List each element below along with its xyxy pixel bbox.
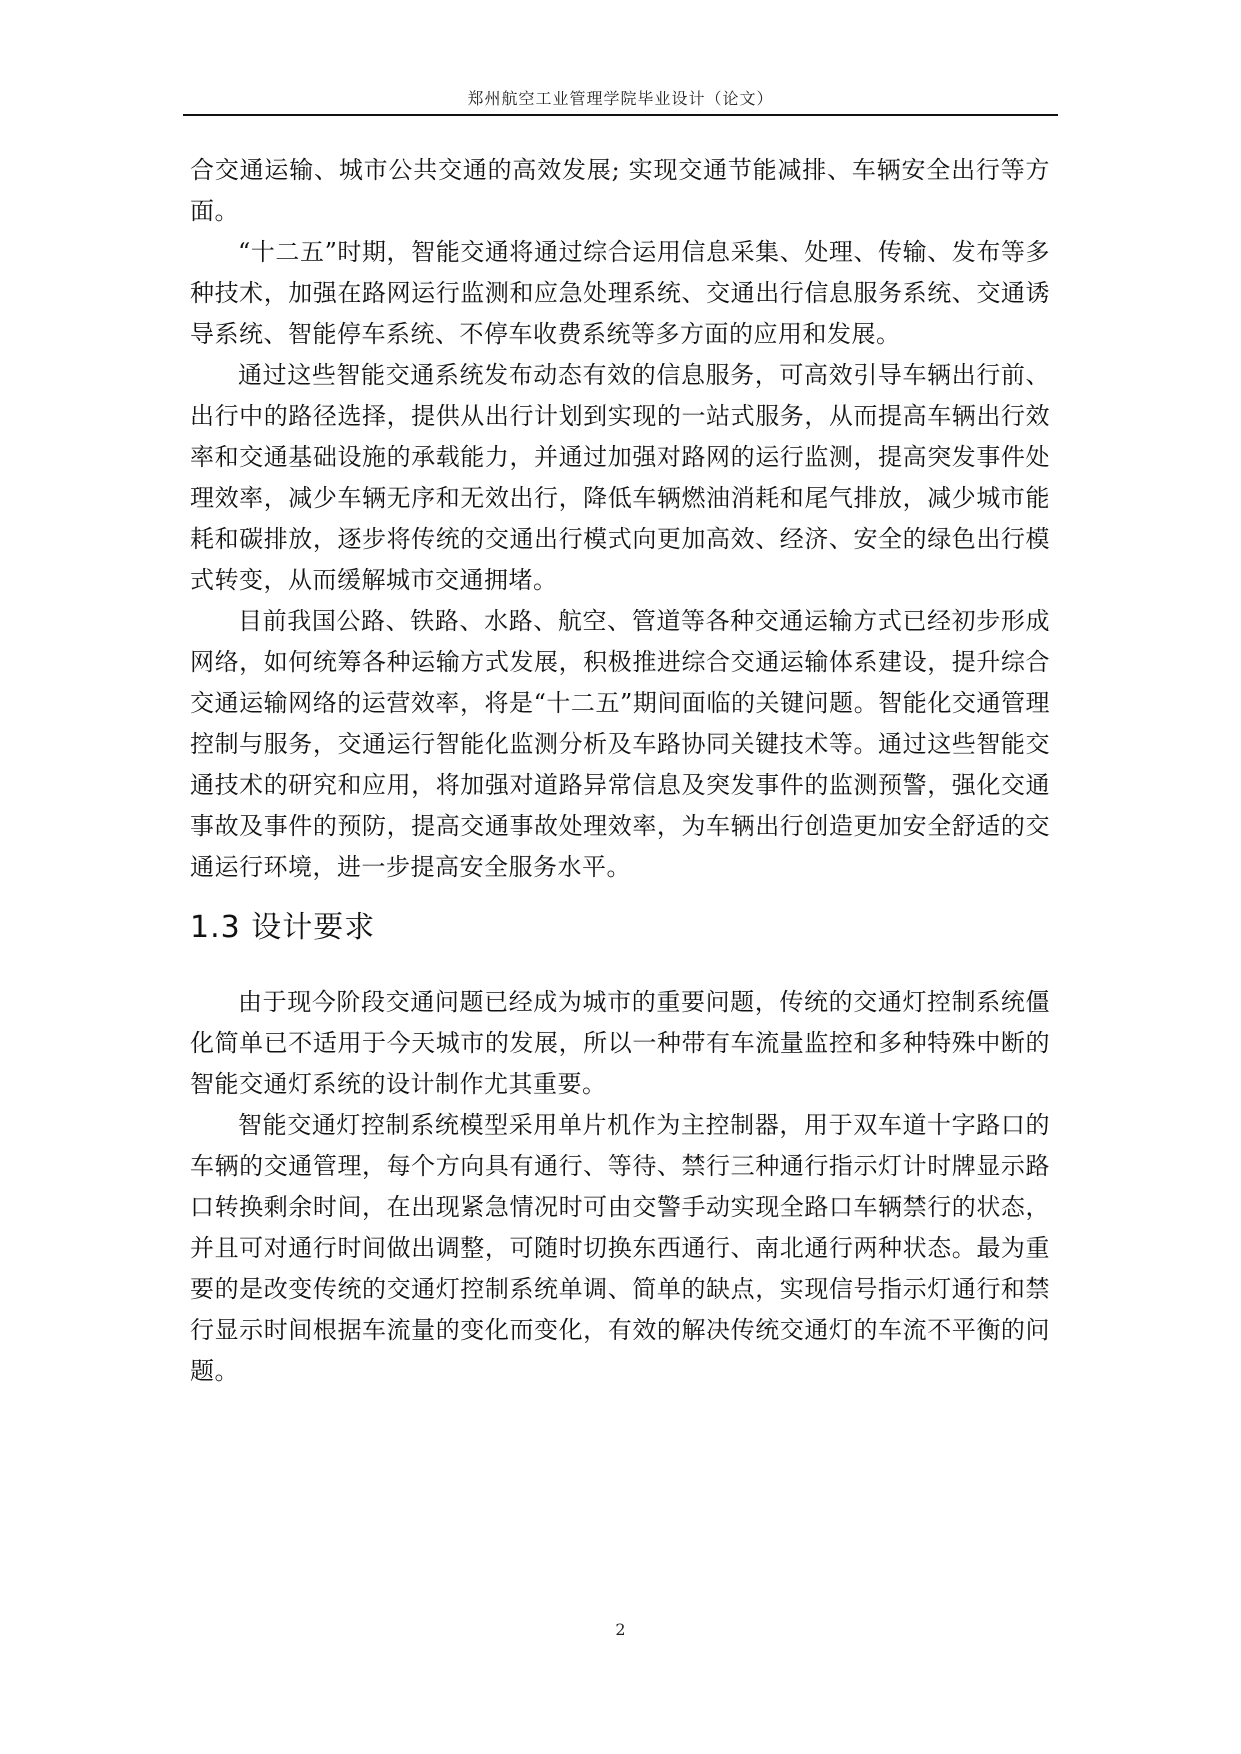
header-divider	[183, 114, 1058, 116]
body-paragraph: 由于现今阶段交通问题已经成为城市的重要问题，传统的交通灯控制系统僵化简单已不适用于今天城市的发展，所以一种带有车流量监控和多种特殊中断的智能交通灯系统的设计制作尤其重要。	[190, 988, 1050, 1098]
body-paragraph: 目前我国公路、铁路、水路、航空、管道等各种交通运输方式已经初步形成网络，如何统筹各种运输方式发展，积极推进综合交通运输体系建设，提升综合交通运输网络的运营效率，将是“十二五”期间面临的关键问题。智能化交通管理控制与服务，交通运行智能化监测分析及车路协同关键技术等。通过这些智能交通技术的研究和应用，将加强对道路异常信息及突发事件的监测预警，强化交通事故及事件的预防，提高交通事故处理效率，为车辆出行创造更加安全舒适的交通运行环境，进一步提高安全服务水平。	[190, 607, 1050, 881]
section-heading: 1.3 设计要求	[190, 910, 376, 945]
page-header-title: 郑州航空工业管理学院毕业设计（论文）	[467, 89, 774, 108]
body-paragraph: “十二五”时期，智能交通将通过综合运用信息采集、处理、传输、发布等多种技术，加强在路网运行监测和应急处理系统、交通出行信息服务系统、交通诱导系统、智能停车系统、不停车收费系统等多方面的应用和发展。	[190, 238, 1050, 348]
body-paragraph: 通过这些智能交通系统发布动态有效的信息服务，可高效引导车辆出行前、出行中的路径选择，提供从出行计划到实现的一站式服务，从而提高车辆出行效率和交通基础设施的承载能力，并通过加强对路网的运行监测，提高突发事件处理效率，减少车辆无序和无效出行，降低车辆燃油消耗和尾气排放，减少城市能耗和碳排放，逐步将传统的交通出行模式向更加高效、经济、安全的绿色出行模式转变，从而缓解城市交通拥堵。	[190, 361, 1050, 594]
page-number: 2	[615, 1620, 626, 1639]
body-paragraph: 智能交通灯控制系统模型采用单片机作为主控制器，用于双车道十字路口的车辆的交通管理，每个方向具有通行、等待、禁行三种通行指示灯计时牌显示路口转换剩余时间，在出现紧急情况时可由交警手动实现全路口车辆禁行的状态，并且可对通行时间做出调整，可随时切换东西通行、南北通行两种状态。最为重要的是改变传统的交通灯控制系统单调、简单的缺点，实现信号指示灯通行和禁行显示时间根据车流量的变化而变化，有效的解决传统交通灯的车流不平衡的问题。	[190, 1111, 1050, 1385]
page-body	[190, 150, 1050, 1392]
body-paragraph: 合交通运输、城市公共交通的高效发展; 实现交通节能减排、车辆安全出行等方面。	[190, 156, 1050, 225]
